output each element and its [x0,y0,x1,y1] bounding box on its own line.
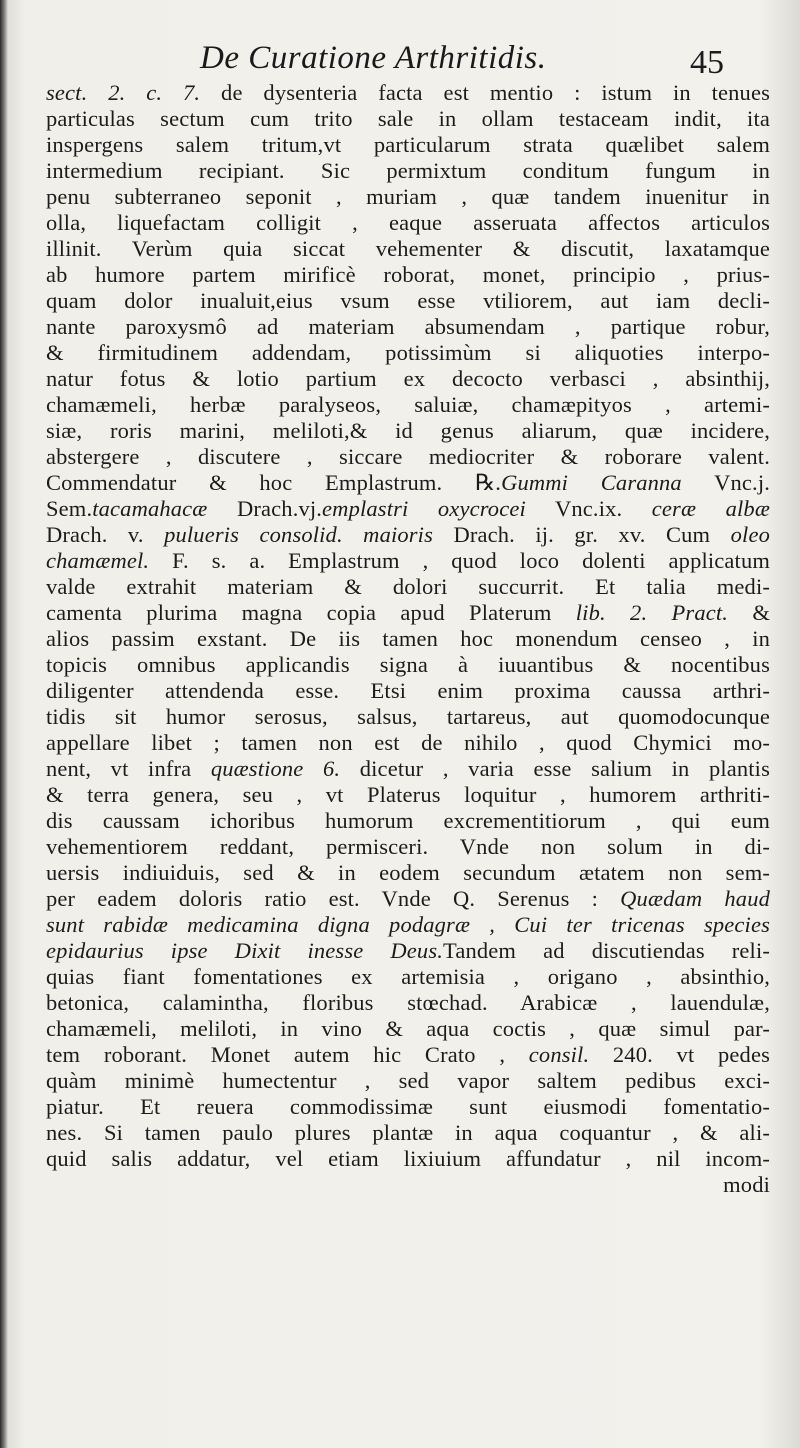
text-segment: chamæmeli, herbæ paralyseos, saluiæ, chamæpityos , artemi- [46,392,770,417]
text-line [46,990,770,1016]
body-text [46,80,770,1198]
text-segment: 240. vt pedes [589,1042,770,1067]
text-segment: natur fotus & lotio partium ex decocto verbasci , absinthij, [46,366,770,391]
text-line [46,366,770,392]
italic-segment: chamæmel. [46,548,150,573]
text-segment: chamæmeli, meliloti, in vino & aqua coctis , quæ simul par- [46,1016,770,1041]
page-gutter-shadow [0,0,8,1448]
text-segment: & firmitudinem addendam, potissimùm si aliquoties interpo- [46,340,770,365]
text-segment: Commendatur & hoc Emplastrum. ℞. [46,470,502,495]
text-segment: illinit. Verùm quia siccat vehementer & discutit, laxatamque [46,236,770,261]
text-segment: de dysenteria facta est mentio : istum in tenues [200,80,770,105]
running-head: De Curatione Arthritidis. [200,40,547,76]
text-segment: penu subterraneo seponit , muriam , quæ tandem inuenitur in [46,184,770,209]
text-line [46,340,770,366]
text-segment: olla, liquefactam colligit , eaque asseruata affectos articulos [46,210,770,235]
text-segment: quam dolor inualuit,eius vsum esse vtiliorem, aut iam decli- [46,288,770,313]
text-line [46,418,770,444]
text-line [46,1042,770,1068]
text-line [46,704,770,730]
text-segment: appellare libet ; tamen non est de nihilo , quod Chymici mo- [46,730,770,755]
text-segment: alios passim exstant. De iis tamen hoc monendum censeo , in [46,626,770,651]
text-line [46,314,770,340]
text-segment: dicetur , varia esse salium in plantis [340,756,770,781]
text-line [46,886,770,912]
text-line [46,1146,770,1172]
text-line [46,1172,770,1198]
text-line [46,860,770,886]
text-line [46,1016,770,1042]
text-segment: per eadem doloris ratio est. Vnde Q. Serenus : [46,886,621,911]
text-segment: Drach. v. [46,522,165,547]
italic-segment: sect. 2. c. 7. [46,80,201,105]
text-line [46,444,770,470]
text-segment: betonica, calamintha, floribus stœchad. Arabicæ , lauendulæ, [46,990,770,1015]
italic-segment: pulueris consolid. maioris [164,522,433,547]
text-segment: Vnc.ix. [525,496,652,521]
text-line [46,288,770,314]
text-segment: Vnc.j. [681,470,770,495]
text-line [46,522,770,548]
text-line [46,600,770,626]
text-segment: diligenter attendenda esse. Etsi enim proxima caussa arthri- [46,678,770,703]
italic-segment: sunt rabidæ medicamina digna podagræ , Cui ter tricenas species [46,912,770,937]
text-line [46,392,770,418]
text-segment: quid salis addatur, vel etiam lixiuium affundatur , nil incom- [46,1146,770,1171]
text-segment: tidis sit humor serosus, salsus, tartareus, aut quomodocunque [46,704,770,729]
text-segment: nante paroxysmô ad materiam absumendam , partique robur, [46,314,770,339]
italic-segment: lib. 2. Pract. [575,600,729,625]
text-segment: dis caussam ichoribus humorum excrementitiorum , qui eum [46,808,770,833]
text-segment: F. s. a. Emplastrum , quod loco dolenti applicatum [149,548,770,573]
text-segment: quàm minimè humectentur , sed vapor saltem pedibus exci- [46,1068,770,1093]
text-line [46,652,770,678]
italic-segment: emplastri oxycrocei [322,496,526,521]
text-line [46,236,770,262]
text-segment: piatur. Et reuera commodissimæ sunt eiusmodi fomentatio- [46,1094,770,1119]
text-line [46,834,770,860]
italic-segment: ceræ albæ [651,496,770,521]
italic-segment: oleo [730,522,770,547]
italic-segment: tacamahacæ [92,496,208,521]
text-segment: siæ, roris marini, meliloti,& id genus aliarum, quæ incidere, [46,418,770,443]
text-segment: Sem. [46,496,93,521]
text-segment: modi [723,1172,770,1197]
italic-segment: epidaurius ipse Dixit inesse Deus. [46,938,444,963]
text-segment: ab humore partem mirificè roborat, monet, principio , prius- [46,262,770,287]
text-line [46,912,770,938]
text-line [46,106,770,132]
page-number: 45 [690,44,724,81]
italic-segment: consil. [528,1042,590,1067]
text-line [46,80,770,106]
text-line [46,574,770,600]
text-line [46,1068,770,1094]
italic-segment: quæstione 6. [210,756,341,781]
text-segment: nent, vt infra [46,756,211,781]
text-segment: intermedium recipiant. Sic permixtum conditum fungum in [46,158,770,183]
text-segment: inspergens salem tritum,vt particularum strata quælibet salem [46,132,770,157]
text-line [46,730,770,756]
text-segment: topicis omnibus applicandis signa à iuuantibus & nocentibus [46,652,770,677]
italic-segment: Gummi Caranna [501,470,682,495]
text-line [46,184,770,210]
text-segment: nes. Si tamen paulo plures plantæ in aqua coquantur , & ali- [46,1120,770,1145]
text-segment: Drach. ij. gr. xv. Cum [433,522,731,547]
text-segment: Tandem ad discutiendas reli- [443,938,770,963]
text-segment: valde extrahit materiam & dolori succurrit. Et talia medi- [46,574,770,599]
text-segment: & [728,600,770,625]
text-line [46,626,770,652]
text-segment: quias fiant fomentationes ex artemisia , origano , absinthio, [46,964,770,989]
text-segment: & terra genera, seu , vt Platerus loquitur , humorem arthriti- [46,782,770,807]
text-line [46,132,770,158]
text-line [46,548,770,574]
text-line [46,1120,770,1146]
text-line [46,262,770,288]
text-line [46,496,770,522]
text-segment: tem roborant. Monet autem hic Crato , [46,1042,529,1067]
text-line [46,158,770,184]
italic-segment: Quædam haud [620,886,770,911]
text-line [46,678,770,704]
text-line [46,1094,770,1120]
text-line [46,808,770,834]
text-line [46,470,770,496]
text-line [46,756,770,782]
text-line [46,964,770,990]
text-line [46,210,770,236]
text-line [46,938,770,964]
text-line [46,782,770,808]
text-segment: Drach.vj. [207,496,323,521]
text-segment: particulas sectum cum trito sale in ollam testaceam indit, ita [46,106,770,131]
text-segment: abstergere , discutere , siccare mediocriter & roborare valent. [46,444,770,469]
text-segment: camenta plurima magna copia apud Platerum [46,600,576,625]
text-segment: vehementiorem reddant, permisceri. Vnde non solum in di- [46,834,770,859]
text-segment: uersis indiuiduis, sed & in eodem secundum ætatem non sem- [46,860,770,885]
